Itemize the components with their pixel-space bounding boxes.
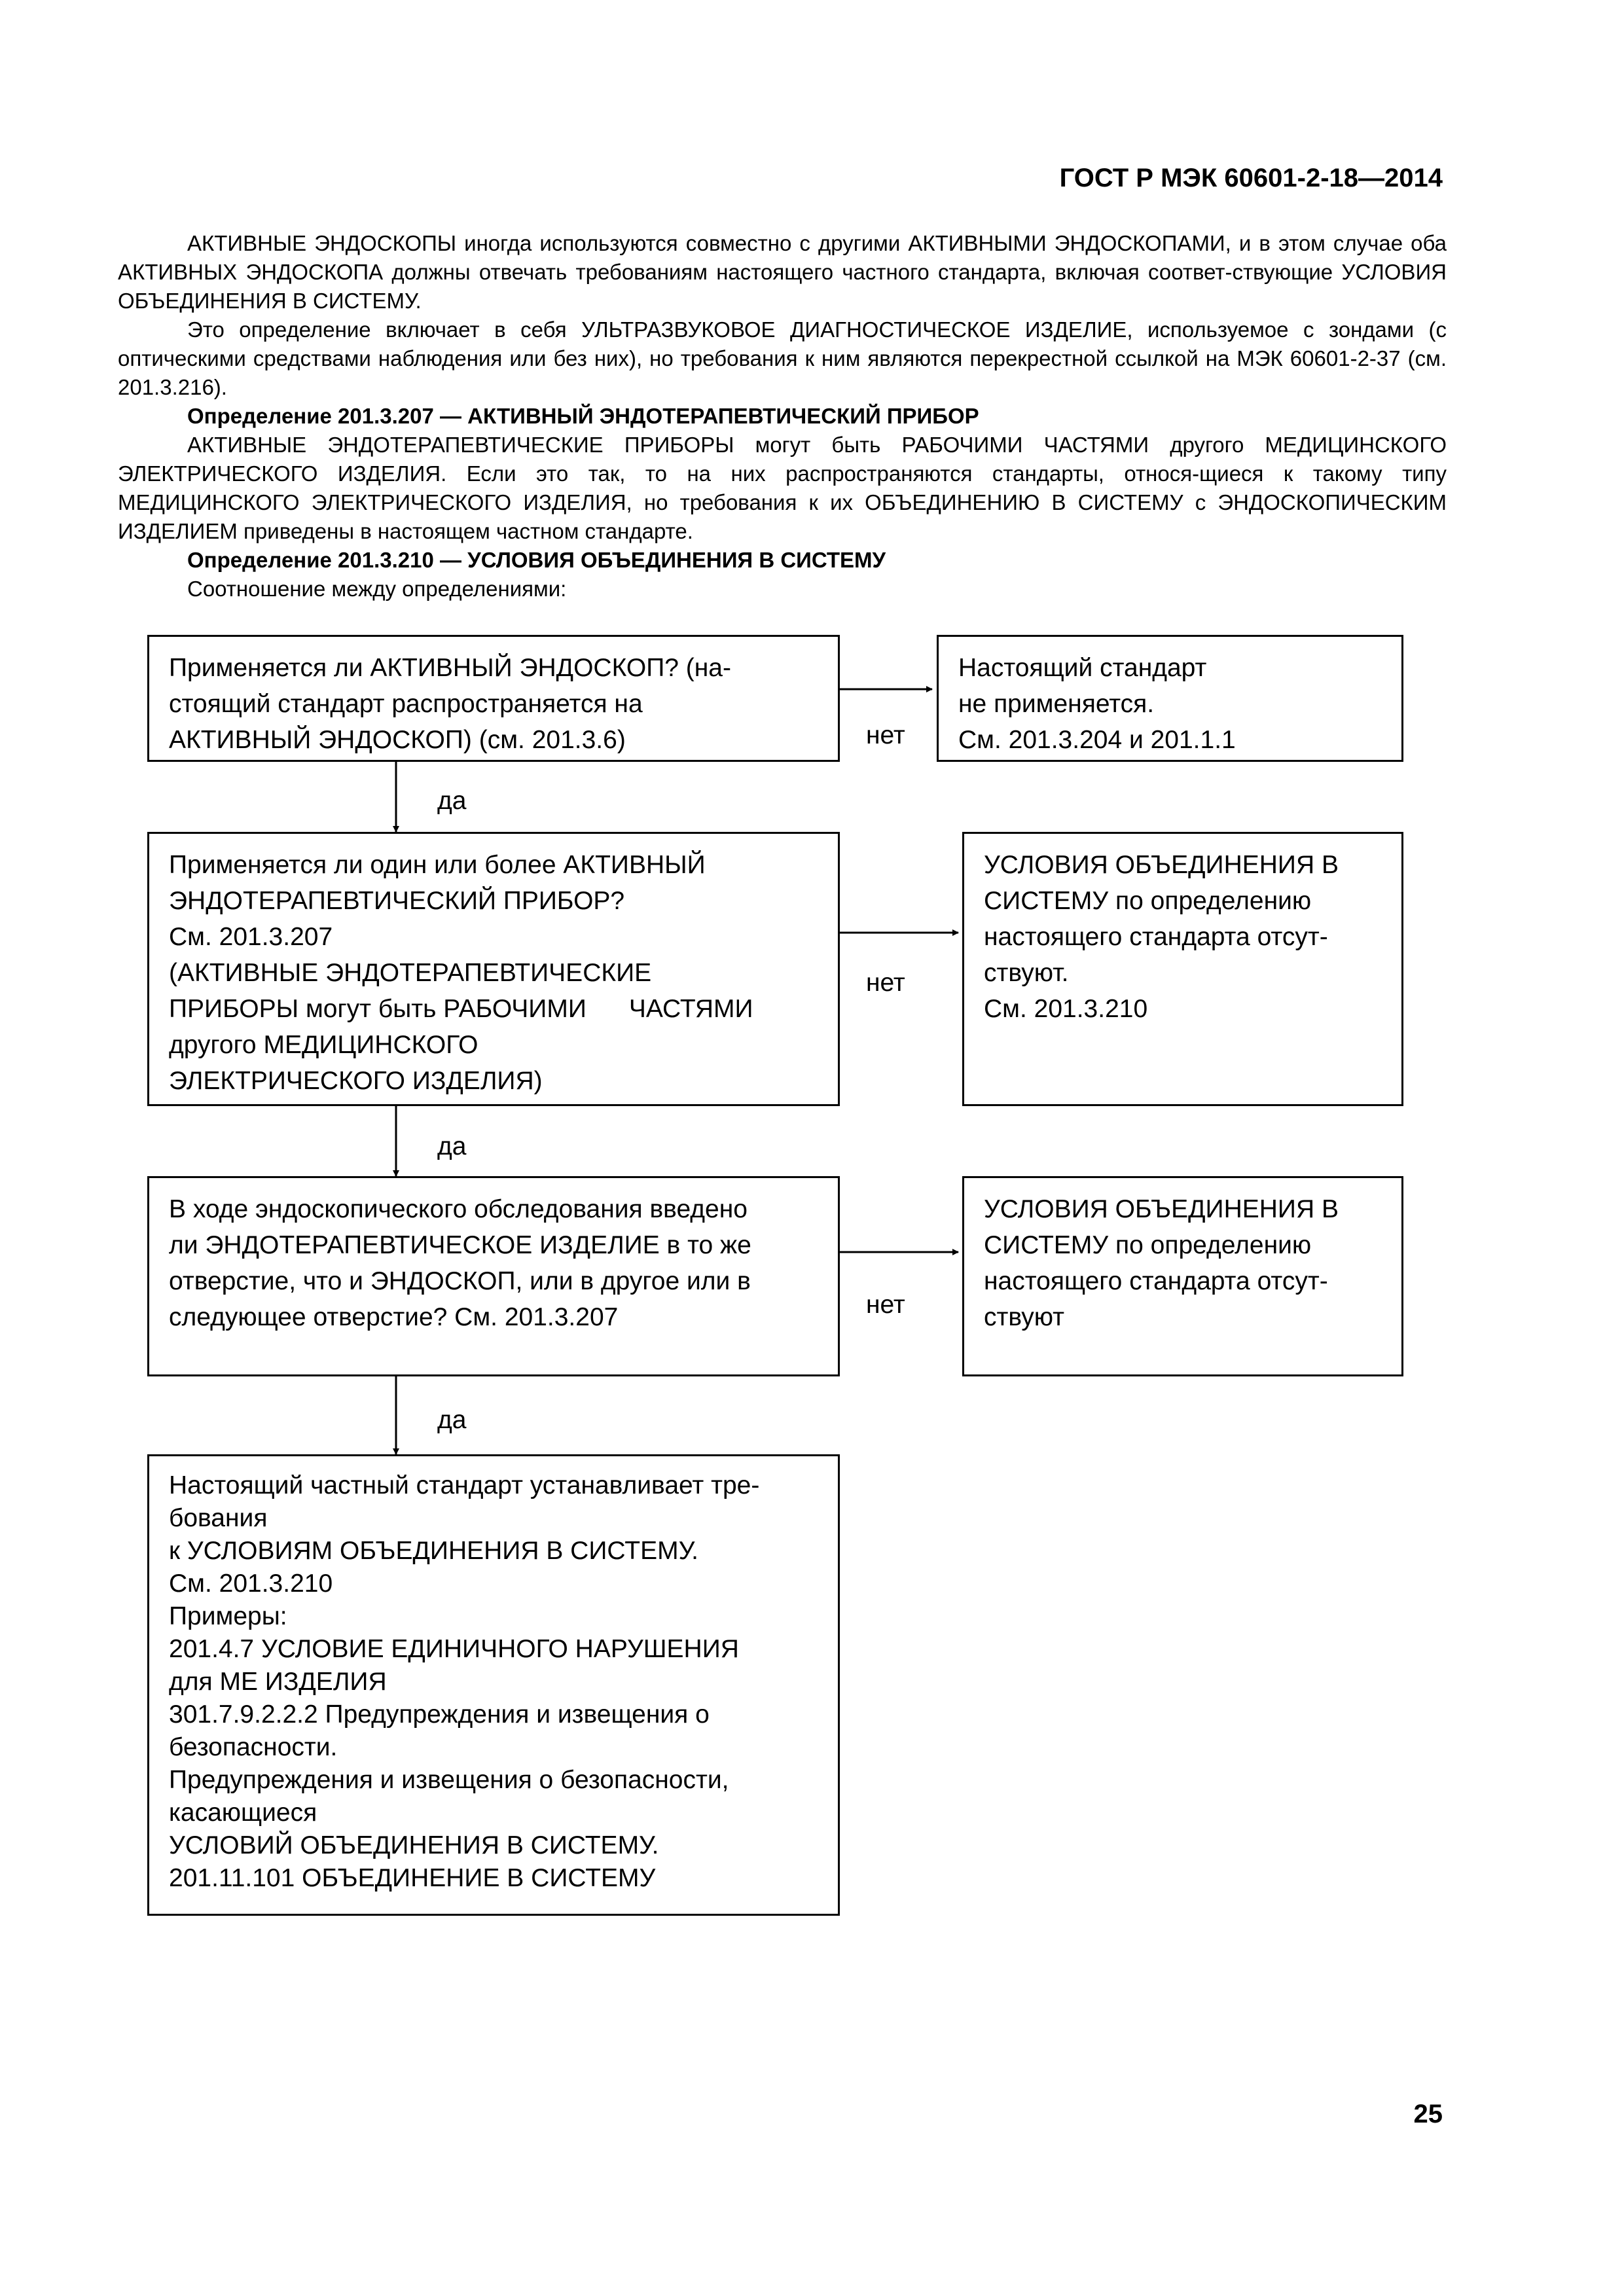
box-line: 301.7.9.2.2.2 Предупреждения и извещения о (169, 1700, 710, 1729)
no-label: нет (866, 1291, 905, 1319)
box-line: другого МЕДИЦИНСКОГО (169, 1031, 478, 1059)
result-box-3 (962, 1176, 1403, 1376)
box-line: ли ЭНДОТЕРАПЕВТИЧЕСКОЕ ИЗДЕЛИЕ в то же (169, 1231, 751, 1259)
box-line: Настоящий стандарт (958, 654, 1207, 682)
box-line: Применяется ли АКТИВНЫЙ ЭНДОСКОП? (на- (169, 654, 731, 682)
paragraph: АКТИВНЫЕ ЭНДОСКОПЫ иногда используются совместно с другими АКТИВНЫМИ ЭНДОСКОПАМИ, и в этом случае оба АКТИВНЫХ ЭНДОСКОПА должны отвечать требованиям настоящего частного стандарта, включая соответ-ствующие УСЛОВИЯ ОБЪЕДИНЕНИЯ В СИСТЕМУ. (118, 231, 1447, 313)
yes-label: да (437, 787, 467, 815)
box-line: для МЕ ИЗДЕЛИЯ (169, 1668, 387, 1696)
paragraph: Соотношение между определениями: (187, 577, 567, 601)
box-line: См. 201.3.207 (169, 923, 333, 951)
box-line: к УСЛОВИЯМ ОБЪЕДИНЕНИЯ В СИСТЕМУ. (169, 1537, 699, 1565)
yes-label: да (437, 1406, 467, 1434)
box-line: СИСТЕМУ по определению (984, 1231, 1312, 1259)
no-label: нет (866, 721, 905, 749)
paragraph: АКТИВНЫЕ ЭНДОТЕРАПЕВТИЧЕСКИЕ ПРИБОРЫ могут быть РАБОЧИМИ ЧАСТЯМИ другого МЕДИЦИНСКОГО ЭЛЕКТРИЧЕСКОГО ИЗДЕЛИЯ. Если это так, то на них распространяются стандарты, относя-щиеся к такому типу МЕДИЦИНСКОГО ЭЛЕКТРИЧЕСКОГО ИЗДЕЛИЯ, но требования к их ОБЪЕДИНЕНИЮ В СИСТЕМУ с ЭНДОСКОПИЧЕСКИМ ИЗДЕЛИЕМ приведены в настоящем частном стандарте. (118, 433, 1447, 543)
box-line: настоящего стандарта отсут- (984, 1267, 1328, 1295)
document-header: ГОСТ Р МЭК 60601-2-18—2014 (1059, 164, 1443, 192)
paragraph: Это определение включает в себя УЛЬТРАЗВУКОВОЕ ДИАГНОСТИЧЕСКОЕ ИЗДЕЛИЕ, используемое с зондами (с оптическими средствами наблюдения или без них), но требования к ним являются перекрестной ссылкой на МЭК 60601-2-37 (см. 201.3.216). (118, 317, 1447, 399)
box-line: касающиеся (169, 1799, 317, 1827)
box-line: УСЛОВИЯ ОБЪЕДИНЕНИЯ В (984, 1195, 1339, 1223)
box-line: См. 201.3.210 (169, 1570, 333, 1598)
box-line: бования (169, 1504, 268, 1532)
yes-label: да (437, 1132, 467, 1160)
box-line: отверстие, что и ЭНДОСКОП, или в другое или в (169, 1267, 751, 1295)
box-line: ЭЛЕКТРИЧЕСКОГО ИЗДЕЛИЯ) (169, 1067, 543, 1095)
box-line: (АКТИВНЫЕ ЭНДОТЕРАПЕВТИЧЕСКИЕ (169, 959, 652, 987)
box-line: См. 201.3.210 (984, 995, 1148, 1023)
box-line: ЭНДОТЕРАПЕВТИЧЕСКИЙ ПРИБОР? (169, 887, 625, 915)
box-line: Настоящий частный стандарт устанавливает тре- (169, 1471, 760, 1499)
box-line: В ходе эндоскопического обследования введено (169, 1195, 748, 1223)
box-line: УСЛОВИЙ ОБЪЕДИНЕНИЯ В СИСТЕМУ. (169, 1831, 659, 1859)
box-line: 201.11.101 ОБЪЕДИНЕНИЕ В СИСТЕМУ (169, 1864, 656, 1892)
question-box-2 (147, 832, 840, 1106)
definition-heading: Определение 201.3.207 — АКТИВНЫЙ ЭНДОТЕРАПЕВТИЧЕСКИЙ ПРИБОР (187, 404, 979, 428)
box-line: настоящего стандарта отсут- (984, 923, 1328, 951)
result-box-2 (962, 832, 1403, 1106)
question-box-3 (147, 1176, 840, 1376)
box-line: ствуют. (984, 959, 1069, 987)
box-line: ствуют (984, 1303, 1064, 1331)
result-box-1 (937, 635, 1403, 762)
box-line: ПРИБОРЫ могут быть РАБОЧИМИ ЧАСТЯМИ (169, 995, 753, 1023)
box-line: стоящий стандарт распространяется на (169, 690, 643, 718)
box-line: не применяется. (958, 690, 1155, 718)
box-line: См. 201.3.204 и 201.1.1 (958, 726, 1236, 754)
box-line: следующее отверстие? См. 201.3.207 (169, 1303, 619, 1331)
box-line: УСЛОВИЯ ОБЪЕДИНЕНИЯ В (984, 851, 1339, 879)
no-label: нет (866, 969, 905, 997)
box-line: СИСТЕМУ по определению (984, 887, 1312, 915)
question-box-1 (147, 635, 840, 762)
box-line: Предупреждения и извещения о безопасности, (169, 1766, 729, 1794)
box-line: 201.4.7 УСЛОВИЕ ЕДИНИЧНОГО НАРУШЕНИЯ (169, 1635, 739, 1663)
box-line: безопасности. (169, 1733, 338, 1761)
page-number: 25 (1413, 2100, 1443, 2128)
box-line: АКТИВНЫЙ ЭНДОСКОП) (см. 201.3.6) (169, 726, 626, 754)
box-line: Примеры: (169, 1602, 287, 1630)
definition-heading: Определение 201.3.210 — УСЛОВИЯ ОБЪЕДИНЕНИЯ В СИСТЕМУ (187, 548, 886, 572)
final-box (147, 1454, 840, 1916)
box-line: Применяется ли один или более АКТИВНЫЙ (169, 851, 706, 879)
